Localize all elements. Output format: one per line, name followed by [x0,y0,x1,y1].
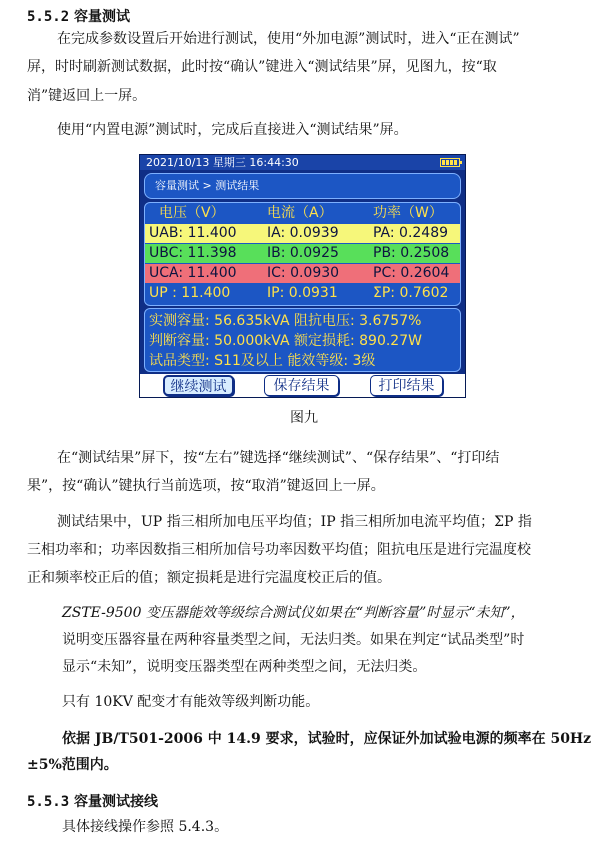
summary-line: 实测容量: 56.635kVA 阻抗电压: 3.6757% [149,313,422,329]
paragraph-line: 显示“未知”，说明变压器类型在两种类型之间，无法归类。 [62,659,427,675]
continue-test-button[interactable]: 继续测试 [163,375,234,396]
power-cell: PB: 0.2508 [373,245,450,261]
table-row [145,264,460,283]
paragraph-line: 只有 10KV 配变才有能效等级判断功能。 [62,694,320,710]
voltage-cell: UAB: 11.400 [149,225,237,241]
table-row-average [145,284,460,303]
summary-line: 试品类型: S11及以上 能效等级: 3级 [149,353,376,369]
bold-paragraph-line: ±5%范围内。 [27,757,118,773]
breadcrumb: 容量测试 > 测试结果 [144,173,461,199]
button-bar [140,374,465,397]
section-number: 5.5.2 [27,9,70,25]
paragraph-line: 三相功率和；功率因数指三相所加信号功率因数平均值；阻抗电压是进行完温度校 [27,542,531,558]
status-datetime: 2021/10/13 星期三 16:44:30 [146,156,299,169]
power-cell: ΣP: 0.7602 [373,285,449,301]
voltage-cell: UBC: 11.398 [149,245,237,261]
current-cell: IA: 0.0939 [267,225,339,241]
section-title: 容量测试接线 [74,794,159,810]
section-number: 5.5.3 [27,794,70,810]
paragraph-line: 在完成参数设置后开始进行测试，使用“外加电源”测试时，进入“正在测试” [57,31,520,47]
device-screen [139,154,466,398]
current-cell: IB: 0.0925 [267,245,339,261]
section-title: 容量测试 [74,9,131,25]
table-row [145,224,460,243]
paragraph-line: 使用“内置电源”测试时，完成后直接进入“测试结果”屏。 [57,122,408,138]
paragraph-line: 具体接线操作参照 5.4.3。 [62,819,229,835]
header-power: 功率（W） [373,205,443,221]
paragraph-line: 正和频率校正后的值；额定损耗是进行完温度校正后的值。 [27,570,391,586]
power-cell: PC: 0.2604 [373,265,450,281]
table-header [145,204,460,223]
current-cell: IC: 0.0930 [267,265,340,281]
measurement-table [144,202,461,306]
section-heading-553 [27,791,158,811]
figure-caption: 图九 [290,410,318,426]
voltage-cell: UP : 11.400 [149,285,231,301]
section-heading-552 [27,6,130,26]
paragraph-line: 说明变压器容量在两种容量类型之间，无法归类。如果在判定“试品类型”时 [62,632,525,648]
header-current: 电流（A） [267,205,333,221]
paragraph-line: 测试结果中，UP 指三相所加电压平均值；IP 指三相所加电流平均值；ΣP 指 [57,514,532,530]
battery-icon [440,158,460,167]
header-voltage: 电压（V） [159,205,225,221]
paragraph-line: 在“测试结果”屏下，按“左右”键选择“继续测试”、“保存结果”、“打印结 [57,450,500,466]
paragraph-line: ZSTE-9500 变压器能效等级综合测试仪如果在“判断容量”时显示“未知”， [62,605,525,621]
current-cell: IP: 0.0931 [267,285,338,301]
bold-paragraph-line: 依据 JB/T501-2006 中 14.9 要求，试验时，应保证外加试验电源的频率在 50Hz [62,731,592,747]
status-bar [140,155,465,170]
print-result-button[interactable]: 打印结果 [370,375,443,396]
paragraph-line: 消”键返回上一屏。 [27,88,147,104]
table-row [145,244,460,263]
summary-line: 判断容量: 50.000kVA 额定损耗: 890.27W [149,333,422,349]
power-cell: PA: 0.2489 [373,225,449,241]
save-result-button[interactable]: 保存结果 [264,375,339,396]
paragraph-line: 屏，时时刷新测试数据，此时按“确认”键进入“测试结果”屏，见图九，按“取 [27,59,497,75]
result-summary [144,308,461,372]
paragraph-line: 果”，按“确认”键执行当前选项，按“取消”键返回上一屏。 [27,478,385,494]
voltage-cell: UCA: 11.400 [149,265,237,281]
